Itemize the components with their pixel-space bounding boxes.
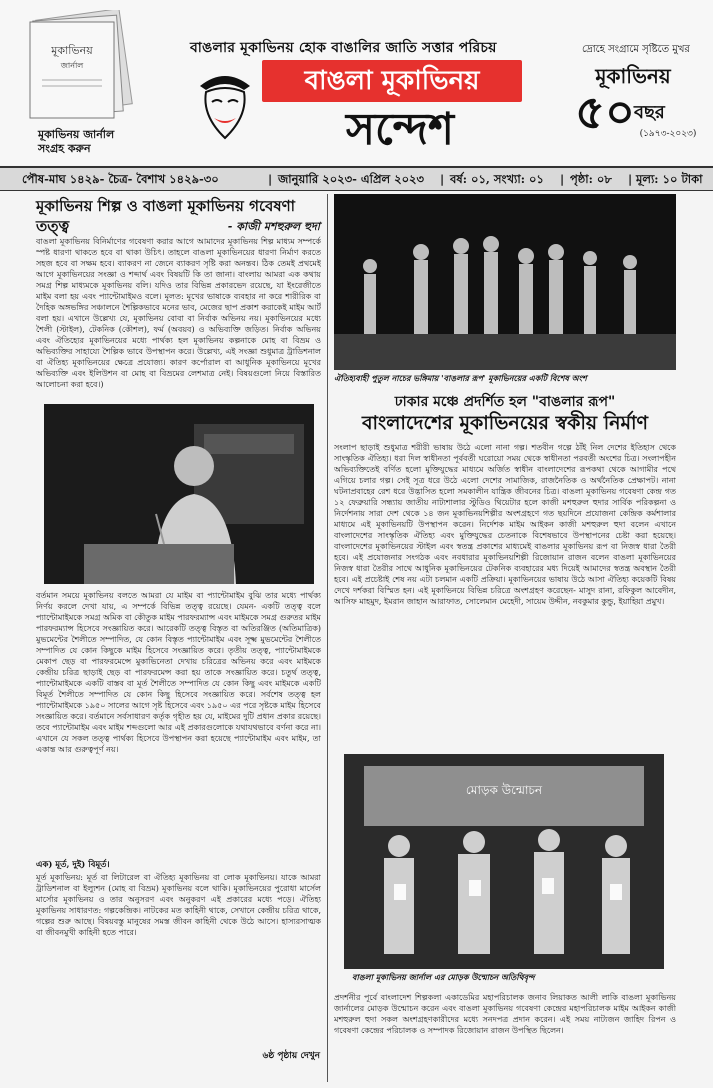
journal-caption-line2: সংগ্রহ করুন bbox=[38, 142, 91, 155]
jubilee-years: বছর bbox=[634, 102, 665, 123]
left-article-paragraph: বাঙলা মূকাভিনয় বিনির্মাণের গবেষণা করার আগে আমাদের মূকাভিনয় শিল্প মাধ্যম সম্পর্কে স্পষ্ট ধারণা থাকতে হবে বা থাকা উচিৎ। তাহলে বাঙলা মূকাভিনয়ের ধারণা নির্মাণ করতে সহজ হবে বা সক্ষম হবে। ব্যাকরণ না জেনে ব্যাকরণ সৃষ্টি করা অনন্তব। ঠিক তেমই প্রথমেই আগে মূকাভিনয়ের সংজ্ঞা ও শব্দার্থ এবং বিষয়টি কি তা জানা। বাংলায় আমরা এক কথায় সমগ্র শিল্প মাধ্যমকে মূকাভিনয় বলি। যদিও তার বিভিন্ন প্রকারভেদ রয়েছে, যা ইংরেজীতে মাইম বলা হয় এবং প্যান্টোমাইমও বলে। মূলত: মূখের ভাষাকে ব্যবহার না করে শারীরিক বা দৈহিক অঙ্গভঙ্গির সঞ্চালনে শৈল্পিকভাবে মনের ভাব, মেজের ছাপ প্রকাশ করাকেই মাইম আর্ট বলা হয়। এখানে উল্লেখ্য যে, মূকাভিনয় বোবা বা নির্বাক অভিনয় নয়। মূকাভিনয়ের মধ্যে শৈলী (স্টাইল), টেকনিক (কৌশল), ফর্ম (অবয়ব) ও অভিব্যক্তি জড়িত। নির্বাক অভিনয় এবং ঐতিহ্যের মূকাভিনয়ের মধ্যে পার্থক্য হল মূকাভিনয় কল্পনাকে মোহ বা বিভ্রম ও অভিব্যক্তির সাহায্যে শৈল্পিক ভাবে উপস্থাপন করে। উল্লেখ্য, এই সংজ্ঞা শুধুমাত্র ট্রাডিশনাল বা ঐতিহ্য মূকাভিনয়ের ক্ষেত্রে প্রযোজ্য। কারণ কর্পোরাল বা আধুনিক মূকাভিনয়ে মূখের অভিব্যক্তি এবং ইলিউশন বা মোহ বা বিভ্রমের লেশমাত্র নেই। বিষয়গুলো নিয়ে বিস্তারিত আলোচনা করা হবে।) bbox=[36, 237, 321, 389]
right-article-paragraph: সংলাপ ছাড়াই শুধুমাত্র শরীরী ভাষায় উঠে এলো নানা গল্প। শতবীন গল্পে ঠাঁই নিল দেশের ইতিহাস থেকে সাংস্কৃতিক ঐতিহ্য। ধরা দিল স্বাধীনতা পূর্ববর্তী ঘরোয়ো সময় থেকে স্বাধীনতা পরবর্তী অংশের চিত্র। সংলাপহীন অভিব্যক্তিতেই বর্ণিত হলো মুক্তিযুদ্ধের মাধ্যমে অর্জিত স্বাধীন বাংলাদেশের রূপকথা থেকে আগামীর পথে এগিয়ে চলার গল্প। সেই সূত্র ধরে উঠে এলো দেশের সামাজিক, রাজনৈতিক ও অর্থনৈতিক প্রেক্ষাপট। নানা ঘটনাপ্রবাহের রেশ ধরে উদ্ভাসিত হলো সমকালীন যান্ত্রিক জীবনের চিত্র। বাঙলা মূকাভিনয় গবেষণা কেন্দ্র গত ১২ ফেব্রুয়ারি সন্ধ্যায় জাতীয় নাট্যশালার স্টুডিও থিয়েটার হলে কাজী মশহুরুল হুদার সার্বিক পরিকল্পনা ও নির্দেশনায় সারা দেশ থেকে ১৪ জন মূকাভিনয়শিল্পীর অংশগ্রহণে গত ছয়দিনে প্রযোজনা কেন্দ্রিক কর্মশালার মাধ্যমে এই মূকাভিনয়টি উপস্থাপন করেন। নির্দেশক মাইম আইকন কাজী মশহুরুল হুদা বলেন এখানে বাংলাদেশের সাংস্কৃতিক ঐতিহ্য এবং মুক্তিযুদ্ধের চেতনাকে বিশেষভাবে উপস্থাপনের চেষ্টা করা হয়েছে। বাংলাদেশের মূকাভিনয়ের স্টাইল এবং স্বতন্ত্র প্রকাশের মাধ্যমেই বাঙলার মূকাভিনয় রূপ বা নিজস্ব ধারা তৈরী হবে। এই প্রযোজনার সংগঠক এবং নবধারার মূকাভিনয়শিল্পী রিজোয়ান রাজন বলেন বাঙলা মূকাভিনয়ের নিজস্ব ধারা তৈরীর সাথে আধুনিক মূকাভিনয়ের টেকনিক ব্যবহারের মধ্য দিয়েই আমাদের স্বতন্ত্র অবস্থান তৈরী হবে। এই প্রচেষ্টাই শেষ নয় এটা চলমান একটি প্রক্রিয়া। মূকাভিনয়ের ভাষায় উঠে আসা ঐতিহ্য কয়েকটি বিষয় দেখে দর্শকরা বিস্মিত হন। এই মূকাভিনয়ে বিভিন্ন চরিত্রে অংশগ্রহণ করেছেন- মাসুদ রানা, রফিকুল আবেদীন, আসিফ মাহমুদ, ইমরান জাহান আরাফাত, সোলেমান মেহেদী, সায়েম উদ্দীন, নবকুমার কুন্ডু, ইয়াহিয়া প্রমুখ। bbox=[334, 443, 676, 606]
right-article-paragraph-continued bbox=[334, 714, 676, 748]
left-article-paragraph: মূর্ত মূকাভিনয়: মূর্ত বা লিটারেল বা ঐতিহ্য মূকাভিনয় বা লোক মূকাভিনয়। যাকে আমরা ট্রাডিশনাল বা ইল্যুশন (মোহ বা বিভ্রম) মূকাভিনয় বলে থাকি। মূকাভিনয়ের পুরোধা মার্সেল মার্সোর মূকাভিনয় ও তার অনুসরণ এবং অনুকরণ এই প্রকারের মধ্যে পড়ে। ঐতিহ্য মূকাভিনয় সাধারণত: গল্পকেন্দ্রিক। নাটকের মত কাহিনী থাকে, সেখানে কেন্দ্রীয় চরিত্র থাকে, গল্পের শুরু আছে। বিষয়বস্তু মানুষের সমস্ত জীবন কাহিনী থেকে উঠে আসে। হাস্যরসাত্মক বা জীবনমুখী কাহিনী হতে পারে। bbox=[36, 873, 321, 937]
journal-launch-image bbox=[344, 754, 664, 969]
gregorian-date: জানুয়ারি ২০২৩- এপ্রিল ২০২৩ bbox=[278, 172, 425, 186]
journal-launch-photo bbox=[344, 754, 664, 969]
jubilee-number: ৫০ bbox=[575, 85, 635, 139]
launch-banner-text: মোড়ক উন্মোচন bbox=[465, 783, 543, 797]
left-article-subhead: এক) মূর্ত, দুই) বিমূর্ত। bbox=[36, 860, 110, 870]
speaker-photo bbox=[44, 404, 314, 584]
launch-photo-caption: বাঙলা মূকাভিনয় জার্নাল এর মোড়ক উন্মোচন অতিথিবৃন্দ bbox=[352, 972, 535, 982]
tagline: বাঙলার মূকাভিনয় হোক বাঙালির জাতি সত্তার পরিচয় bbox=[190, 40, 497, 56]
jubilee-tagline: দ্রোহে সংগ্রামে সৃষ্টিতে মুখর bbox=[582, 44, 690, 55]
issue-info-bar bbox=[0, 166, 713, 191]
separator: | bbox=[560, 172, 565, 186]
masthead-title-bottom: সন্দেশ bbox=[345, 104, 455, 155]
continued-note: ৬ষ্ঠ পৃষ্ঠায় দেখুন bbox=[262, 1051, 320, 1061]
left-article-paragraph: বর্তমান সময়ে মূকাভিনয় বলতে আমরা যে মাইম বা প্যান্টোমাইম বুঝি তার মধ্যে পার্থক্য নির্ণয় করলে দেখা যায়, এ সম্পর্কে বিভিন্ন তত্ত্ব রয়েছে। যেমন- একটি তত্ত্ব বলে প্যান্টোমাইমকে সমগ্র অমিক বা কৌতুক মাইম পারফরম্যান্স এবং মাইমকে সমগ্র গুরুতর মাইম পারফরম্যান্স হিসেবে সংজ্ঞায়িত করে। আরেকটি তত্ত্ব বিস্তৃত বা অতিরঞ্জিত (অতিমাত্রিক) মুভমেন্টের শৈলীতে সম্পাদিত, যে কোন বিস্তৃত প্যান্টোমাইম এবং সূক্ষ্ম মুভমেন্টের শৈলীতে সম্পাদিত যে কোন কিছুকে মাইম হিসেবে সংজ্ঞায়িত করে। তৃতীয় তত্ত্ব, প্যান্টোমাইমকে মেকাপ ছেড় বা পারফরমেন্সে মুকাভিনেতা দেখায় চরিত্রের অভিনয় করে এবং মাইমকে কেন্দ্রীয় চরিত্র ছাড়াই ছেড় বা পারফরমেন্স করা হয় তাকে সংজ্ঞায়িত করে। চতুর্থ তত্ত্ব, প্যান্টোমাইমকে একটি বাস্তব বা মূর্ত শৈলীতে সম্পাদিত যে কোন কিছু এবং মাইমকে একটি বিমূর্ত শৈলীতে সম্পাদিত যে কোন কিছু হিসেবে সংজ্ঞায়িত করে। সর্বশেষ তত্ত্ব হল প্যান্টোমাইমকে ১৯৫০ সালের আগে সৃষ্ট হিসেবে এবং ১৯৫০ এর পরে সৃষ্টকে মাইম হিসেবে সংজ্ঞায়িত করে। বর্তমানে সর্বসাধারণ কর্তৃক গৃহীত হয় যে, মাইমের দুটি প্রধান প্রকার রয়েছে। তবে প্যান্টোমাইম এবং মাইম শব্দগুলো আর এই প্রকারগুলোকে যথাযথভাবে বর্ণনা করে না। এখানে যে সকল তত্ত্ব পার্থক্য হিসেবে উপস্থাপন করা হয়েছে প্যান্টোমাইম এবং মাইম, তা একান্ত আর গুরুত্বপূর্ণ নয়। bbox=[36, 591, 321, 754]
masthead bbox=[0, 0, 713, 165]
right-article-headline: বাংলাদেশের মূকাভিনয়ের স্বকীয় নির্মাণ bbox=[361, 412, 649, 434]
journal-cover-subtitle: জার্নাল bbox=[60, 61, 84, 70]
bangla-date: পৌষ-মাঘ ১৪২৯- চৈত্র- বৈশাখ ১৪২৯-৩০ bbox=[22, 172, 219, 186]
jubilee-name: মূকাভিনয় bbox=[595, 64, 671, 88]
separator: | bbox=[268, 172, 273, 186]
page-count: পৃষ্ঠা: ০৮ bbox=[570, 172, 612, 186]
journal-caption-line1: মূকাভিনয় জার্নাল bbox=[38, 128, 115, 141]
mime-face-logo-icon bbox=[192, 66, 258, 146]
stage-performance-photo bbox=[334, 194, 676, 370]
volume-issue: বর্ষ: ০১, সংখ্যা: ০১ bbox=[450, 172, 544, 186]
masthead-title-top: বাঙলা মূকাভিনয় bbox=[262, 60, 522, 102]
left-article-author: - কাজী মশহুরুল হুদা bbox=[227, 220, 320, 233]
journal-cover-title: মূকাভিনয় bbox=[51, 44, 93, 57]
right-article-subheadline: ঢাকার মঞ্চে প্রদর্শিত হল "বাঙলার রূপ" bbox=[394, 394, 616, 410]
left-article-headline: মূকাভিনয় শিল্প ও বাঙলা মূকাভিনয় গবেষণা তত্ত্ব bbox=[36, 197, 296, 235]
stage-photo-caption: ঐতিহ্যবাহী পুতুল নাচের ভঙ্গিমায় 'বাঙলার রূপ' মূকাভিনয়ের একটি বিশেষ অংশ bbox=[334, 373, 587, 383]
journal-cover-image bbox=[20, 10, 140, 120]
separator: | bbox=[628, 172, 633, 186]
speaker-photo-image bbox=[44, 404, 314, 584]
journal-caption bbox=[38, 128, 148, 156]
stage-performance-image bbox=[334, 194, 676, 370]
column-divider bbox=[327, 194, 328, 1082]
jubilee-range: (১৯৭৩-২০২৩) bbox=[639, 129, 697, 139]
price: মূল্য: ১০ টাকা bbox=[636, 172, 703, 186]
separator: | bbox=[440, 172, 445, 186]
right-article-paragraph: প্রদর্শনীর পূর্বে বাংলাদেশ শিল্পকলা একাডেমির মহাপরিচালক জনাব লিয়াকত আলী লাকি বাঙলা মূকাভিনয় জার্নালের মোড়ক উন্মোচন করেন এবং বাঙলা মূকাভিনয় গবেষণা কেন্দ্রের মহাপরিচালক মাইম আইকন কাজী মশহুরুল হুদা সকল অংশগ্রহণকারীদের মধ্যে সনদপত্র প্রদান করেন। এই সময় নাট্যজন জাহিদ রিপন ও গবেষণা কেন্দ্রের পরিচালক ও সম্পাদক রিজোয়ান রাজন উপস্থিত ছিলেন। bbox=[334, 993, 676, 1035]
